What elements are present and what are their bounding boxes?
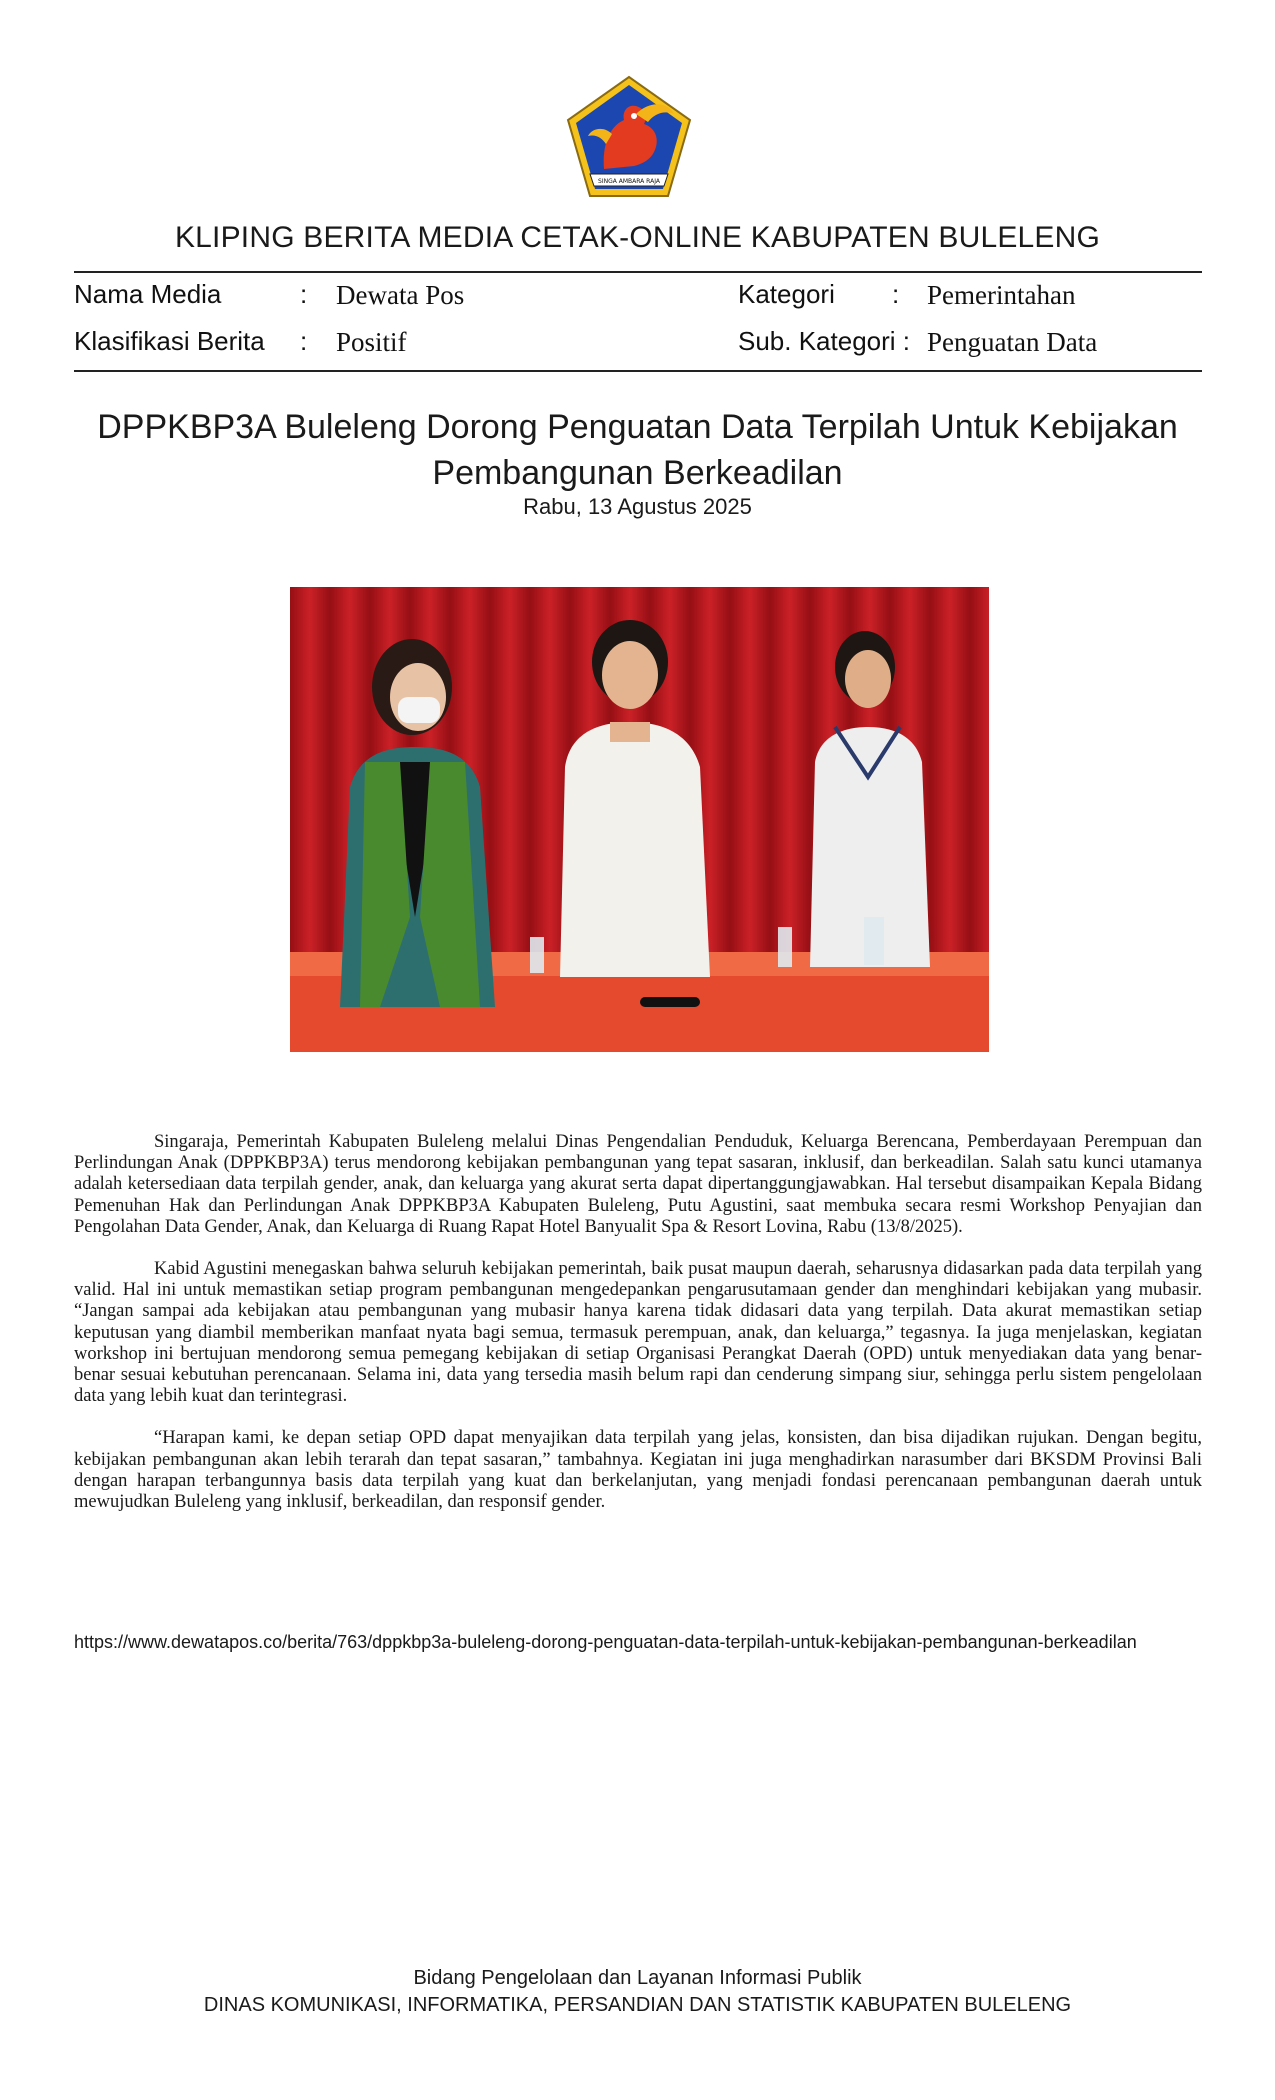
meta-row-media	[74, 279, 1202, 319]
regency-emblem-icon	[564, 74, 694, 202]
footer-agency: DINAS KOMUNIKASI, INFORMATIKA, PERSANDIAN DAN STATISTIK KABUPATEN BULELENG	[203, 1994, 1072, 2016]
subkategori-label: Sub. Kategori :	[738, 326, 910, 356]
article-paragraph: Singaraja, Pemerintah Kabupaten Buleleng melalui Dinas Pengendalian Penduduk, Keluarga Berencana, Pemberdayaan Perempuan dan Perlindungan Anak (DPPKBP3A) terus mendorong kebijakan pembangunan yang tepat sasaran, inklusif, dan berkeadilan. Salah satu kunci utamanya adalah ketersediaan data terpilah gender, anak, dan keluarga yang akurat serta dapat dipertanggungjawabkan. Hal tersebut disampaikan Kepala Bidang Pemenuhan Hak dan Perlindungan Anak DPPKBP3A Kabupaten Buleleng, Putu Agustini, saat membuka secara resmi Workshop Penyajian dan Pengolahan Data Gender, Anak, dan Keluarga di Ruang Rapat Hotel Banyualit Spa & Resort Lovina, Rabu (13/8/2025).	[74, 1132, 1202, 1237]
media-value: Dewata Pos	[336, 280, 465, 310]
article-source-url[interactable]: https://www.dewatapos.co/berita/763/dppkbp3a-buleleng-dorong-penguatan-data-terpilah-untuk-kebijakan-pembangunan-berkeadilan	[74, 1632, 1137, 1652]
kategori-value: Pemerintahan	[927, 280, 1076, 310]
media-colon: :	[300, 279, 308, 309]
article-paragraph: Kabid Agustini menegaskan bahwa seluruh kebijakan pemerintah, baik pusat maupun daerah, seharusnya didasarkan pada data terpilah yang valid. Hal ini untuk memastikan setiap program pembangunan mengedepankan pengarusutamaan gender dan menghindari kebijakan yang mubasir. “Jangan sampai ada kebijakan atau pembangunan yang mubasir hanya karena tidak didasari data yang terpilah. Data akurat memastikan setiap keputusan yang diambil memberikan manfaat nyata bagi semua, termasuk perempuan, anak, dan keluarga,” tegasnya. Ia juga menjelaskan, kegiatan workshop ini bertujuan mendorong semua pemegang kebijakan di setiap Organisasi Perangkat Daerah (OPD) untuk menyediakan data yang benar-benar sesuai kebutuhan perencanaan. Selama ini, data yang tersedia masih belum rapi dan cenderung simpang siur, sehingga perlu sistem pengelolaan data yang lebih kuat dan terintegrasi.	[74, 1259, 1202, 1407]
emblem-motto: SINGA AMBARA RAJA	[598, 178, 660, 185]
kategori-label: Kategori	[738, 279, 835, 309]
meta-row-klasifikasi	[74, 326, 1202, 366]
article-date: Rabu, 13 Agustus 2025	[523, 494, 752, 519]
subkategori-value: Penguatan Data	[927, 327, 1098, 357]
klasifikasi-colon: :	[300, 326, 308, 356]
article-paragraph: “Harapan kami, ke depan setiap OPD dapat menyajikan data terpilah yang jelas, konsisten, dan bisa dijadikan rujukan. Dengan begitu, kebijakan pembangunan akan lebih terarah dan tepat sasaran,” tambahnya. Kegiatan ini juga menghadirkan narasumber dari BKSDM Provinsi Bali dengan harapan terbangunnya basis data terpilah yang kuat dan berkelanjutan, yang menjadi fondasi perencanaan pembangunan daerah untuk mewujudkan Buleleng yang inklusif, berkeadilan, dan responsif gender.	[74, 1428, 1202, 1513]
header-bottom-rule	[74, 370, 1202, 372]
header-top-rule	[74, 271, 1202, 273]
media-label: Nama Media	[74, 279, 222, 309]
klasifikasi-label: Klasifikasi Berita	[74, 326, 265, 356]
klasifikasi-value: Positif	[336, 327, 407, 357]
kategori-colon: :	[892, 279, 900, 309]
clipping-header-title: KLIPING BERITA MEDIA CETAK-ONLINE KABUPATEN BULELENG	[174, 221, 1101, 254]
article-headline: DPPKBP3A Buleleng Dorong Penguatan Data Terpilah Untuk Kebijakan Pembangunan Berkeadilan	[97, 408, 1178, 492]
article-photo	[290, 587, 989, 1052]
footer-division: Bidang Pengelolaan dan Layanan Informasi Publik	[413, 1967, 862, 1989]
article-body	[74, 1132, 1202, 1534]
